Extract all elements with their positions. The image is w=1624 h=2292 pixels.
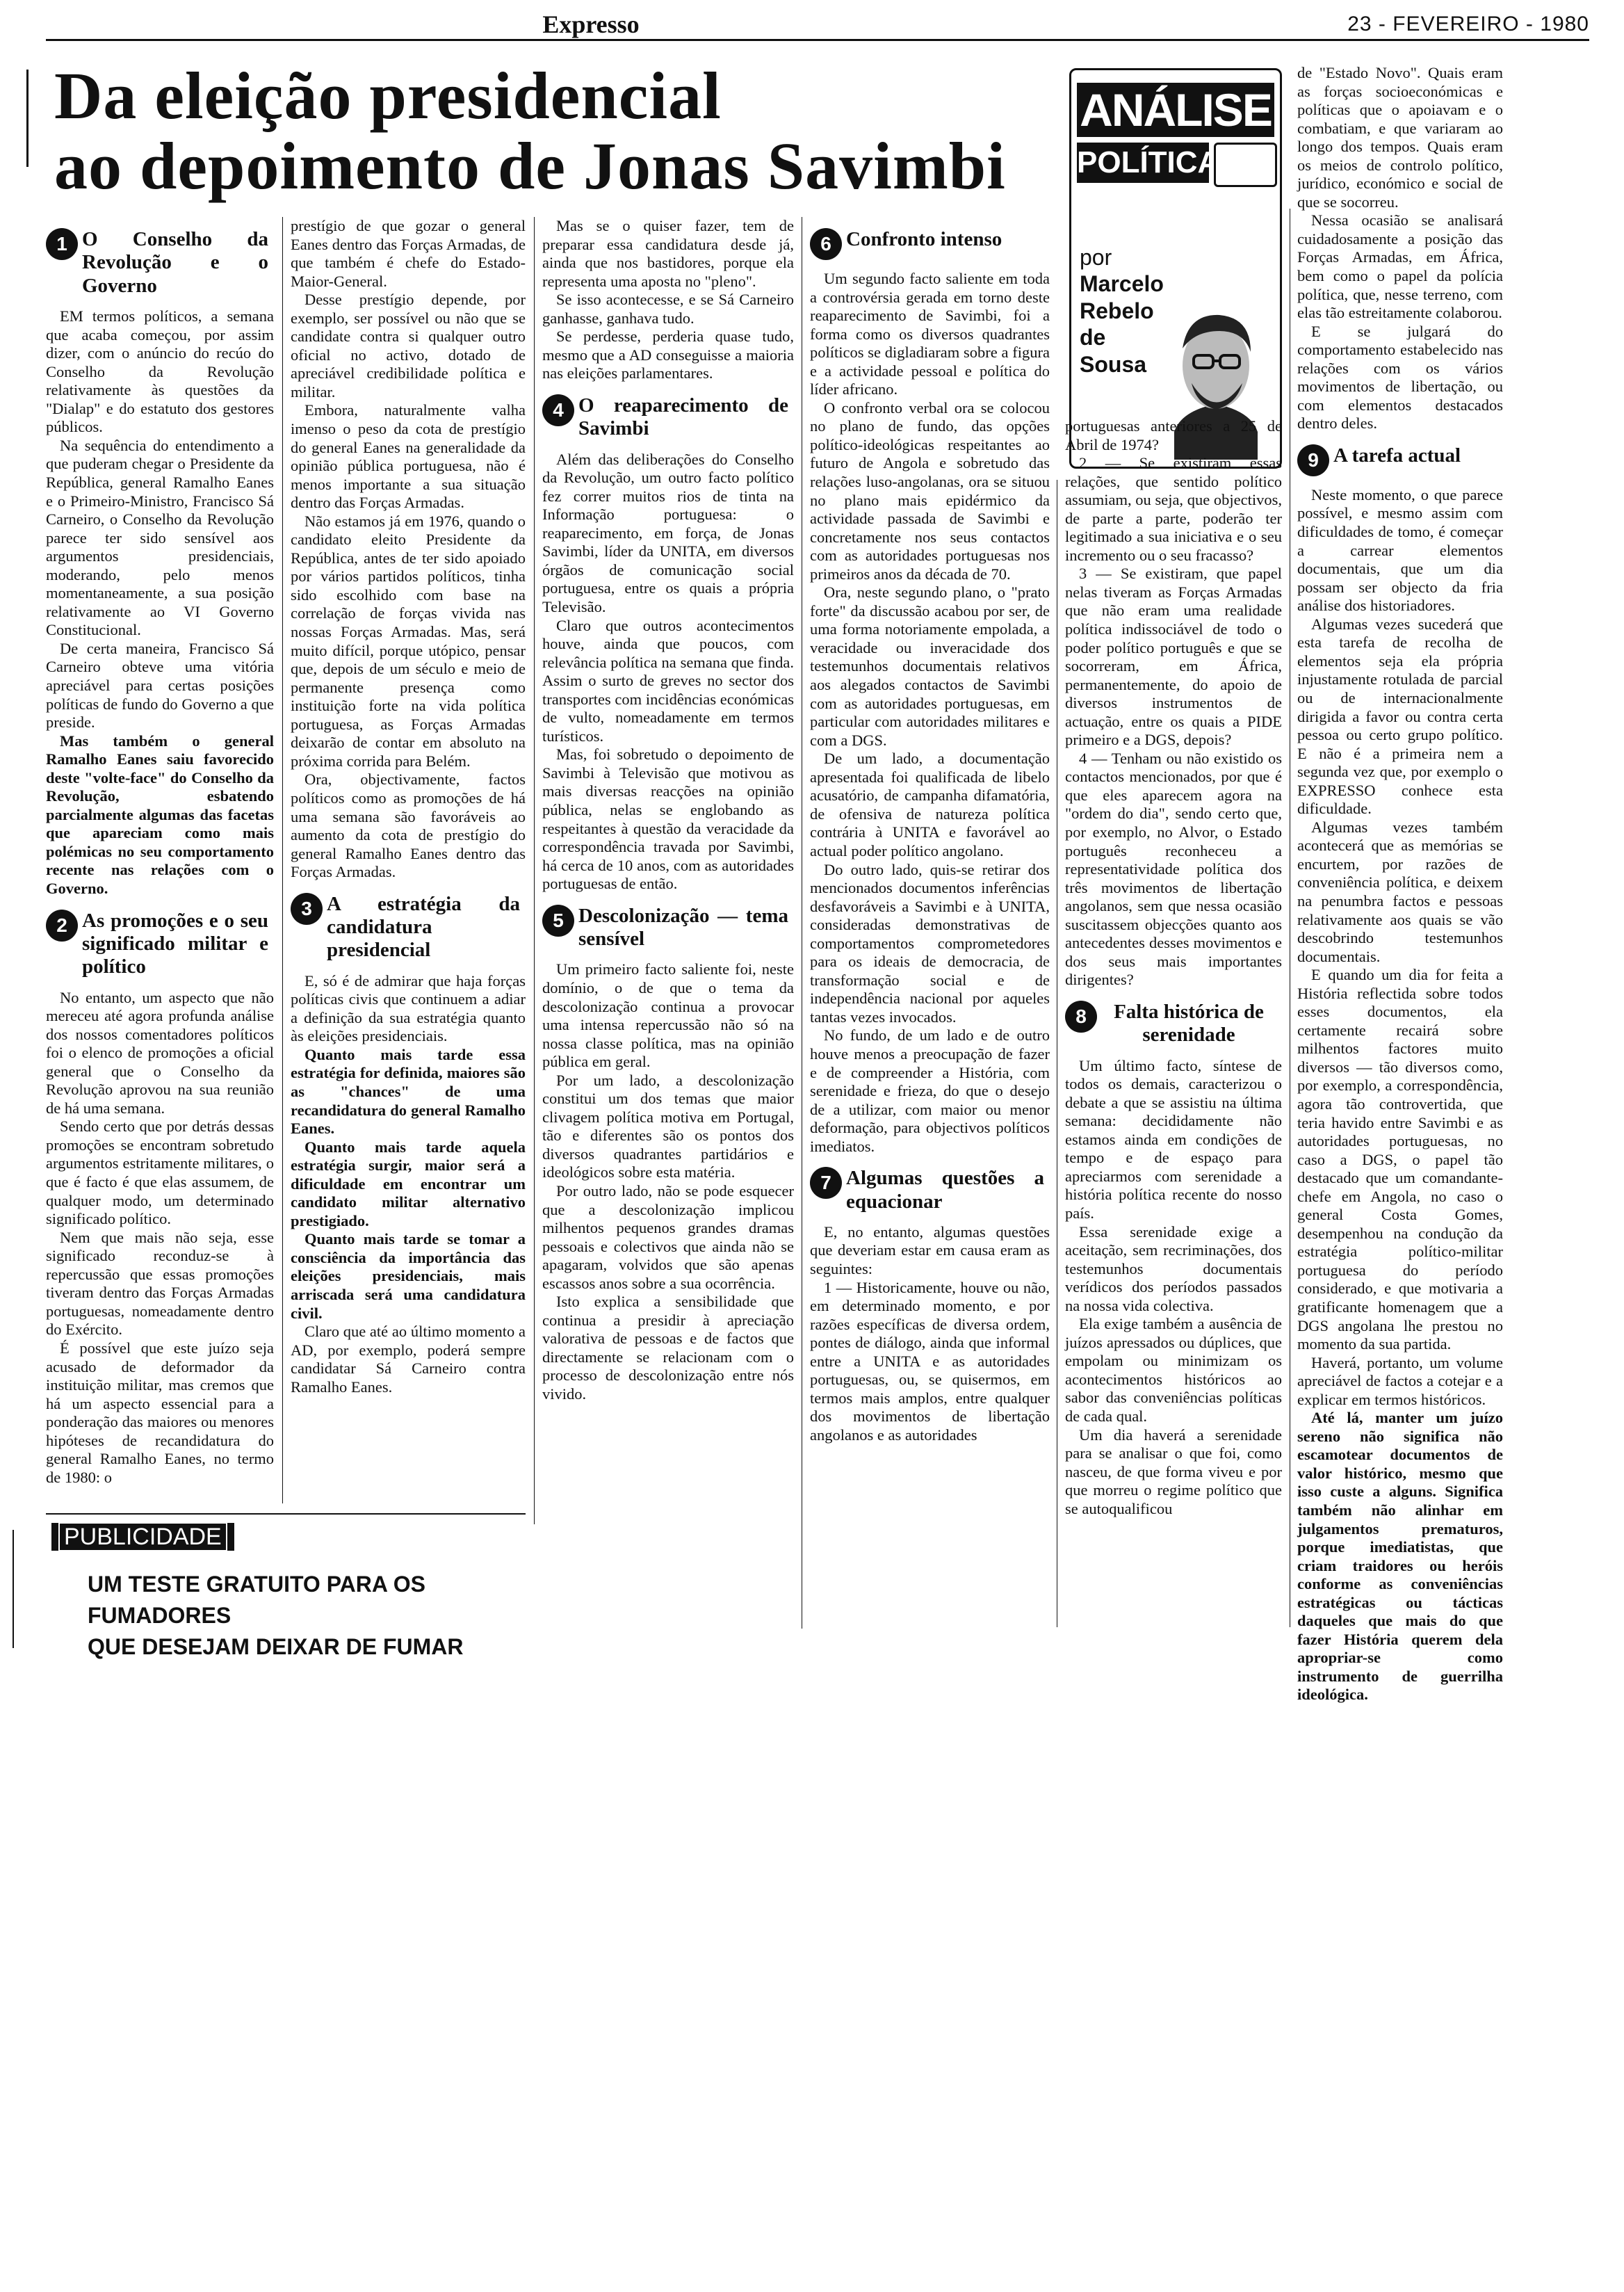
article-paragraph: Ela exige também a ausência de juízos apressados ou dúplices, que empolam ou minimizam os acontecimentos históricos ao sabor das conveniências políticas de cada qual. [1065, 1315, 1282, 1426]
article-paragraph: Neste momento, o que parece possível, e mesmo assim com dificuldades de tomo, é começar a carrear elementos documentais, que um dia possam ser objecto da fria análise dos historiadores. [1297, 485, 1503, 615]
article-paragraph: Mas, foi sobretudo o depoimento de Savimbi à Televisão que motivou as mais diversas reacções na opinião pública, nelas se englobando as respeitantes à questão da veracidade da correspondência travada por Savimbi, há cerca de 10 anos, com as autoridades portuguesas de então. [542, 745, 794, 893]
byline-line: Rebelo [1080, 298, 1154, 323]
section-heading [542, 905, 794, 951]
section-title: As promoções e o seu significado militar e político [82, 909, 268, 978]
section-number-badge: 8 [1065, 1001, 1097, 1033]
column-rule [534, 217, 535, 1524]
article-paragraph: E se julgará do comportamento estabelecido nas relações com os vários movimentos de libertação, ou com elementos destacados dentro deles. [1297, 322, 1503, 433]
section-number-badge: 7 [810, 1167, 842, 1199]
article-paragraph: Algumas vezes sucederá que esta tarefa de recolha de elementos seja ela própria injustamente rotulada de parcial ou de internacionalmente dirigida a favor ou contra certa pessoa ou certo grupo político. E não é a primeira nem a segunda vez que, por exemplo o EXPRESSO conhece esta dificuldade. [1297, 615, 1503, 818]
issue-date: 23 - FEVEREIRO - 1980 [1347, 13, 1589, 35]
article-paragraph: Ora, objectivamente, factos políticos como as promoções de há uma semana são favoráveis ao aumento da cota de prestígio do general Ramalho Eanes dentro das Forças Armadas. [291, 770, 526, 881]
analysis-badge [1069, 68, 1282, 469]
advertisement [46, 1513, 526, 1659]
section-heading [810, 1167, 1050, 1213]
ad-line-1: UM TESTE GRATUITO PARA OS FUMADORES [88, 1572, 425, 1628]
badge-word-analise: ANÁLISE [1077, 83, 1274, 137]
article-paragraph: Um primeiro facto saliente foi, neste domínio, o de que o tema da descolonização continua a provocar uma intensa repercussão não só na nossa classe política, mas na opinião pública em geral. [542, 960, 794, 1071]
article-paragraph: Além das deliberações do Conselho da Revolução, um outro facto político fez correr muitos rios de tinta na Informação portuguesa: o reaparecimento, em força, de Jonas Savimbi, líder da UNITA, em diversos órgãos de comunicação social portuguesa, entre os quais a própria Televisão. [542, 450, 794, 615]
section-title: Descolonização — tema sensível [578, 904, 788, 951]
article-paragraph: No fundo, de um lado e de outro houve menos a preocupação de fazer e de compreender a História, com serenidade e frieza, do que o desejo de a utilizar, com maior ou menor deformação, para objectivos políticos imediatos. [810, 1026, 1050, 1155]
section-heading [542, 394, 794, 441]
article-paragraph: É possível que este juízo seja acusado de deformador da instituição militar, mas cremos que há um aspecto essencial para a ponderação das maiores ou menores hipóteses de recandidatura do general Ramalho Eanes, no termo de 1980: o [46, 1339, 274, 1486]
section-heading [810, 228, 1050, 260]
section-number-badge: 2 [46, 910, 78, 942]
article-paragraph: E, só é de admirar que haja forças políticas civis que continuem a adiar a definição da sua estratégia quanto às eleições presidenciais. [291, 971, 526, 1045]
masthead [49, 10, 1589, 38]
section-number-badge: 1 [46, 228, 78, 260]
article-column-1 [46, 217, 274, 1487]
section-heading [46, 228, 274, 298]
article-paragraph: Quanto mais tarde se tomar a consciência da importância das eleições presidenciais, mais arriscada será uma candidatura civil. [291, 1230, 526, 1322]
article-paragraph: Claro que até ao último momento a AD, por exemplo, poderá sempre candidatar Sá Carneiro contra Ramalho Eanes. [291, 1323, 526, 1396]
section-number-badge: 5 [542, 905, 574, 937]
section-heading [291, 893, 526, 962]
article-paragraph: Por um lado, a descolonização constitui um dos temas que maior clivagem política motiva em Portugal, tão e diferentes são os pontos dos diversos quadrantes partidários e ideológicos sobre esta matéria. [542, 1071, 794, 1181]
article-paragraph: Um último facto, síntese de todos os demais, caracterizou o debate a que se assistiu na última semana: decididamente não estamos ainda em condições de tempo e de espaço para apreciarmos com serenidade a história política recente do nosso país. [1065, 1056, 1282, 1222]
puzzle-piece-icon [1214, 143, 1277, 187]
article-paragraph: Claro que outros acontecimentos houve, ainda que poucos, com relevância política na semana que finda. Assim o surto de greves no sector dos transportes com incidências económicas de vulto, nomeadamente em termos turísticos. [542, 616, 794, 745]
section-title: Algumas questões a equacionar [846, 1167, 1044, 1213]
article-paragraph: 3 — Se existiram, que papel nelas tiveram as Forças Armadas que não eram uma realidade política indissociável de todo o poder político português e que se socorreram, em África, permanentemente, do apoio de diversos instrumentos de actuação, entre os quais a PIDE primeiro e a DGS, depois? [1065, 565, 1282, 749]
article-paragraph: De um lado, a documentação apresentada foi qualificada de libelo acusatório, de campanha difamatória, de ofensiva de natureza política contrária à UNITA e favorável ao actual poder político angolano. [810, 750, 1050, 860]
article-paragraph: Haverá, portanto, um volume apreciável de factos a cotejar e a explicar em termos históricos. [1297, 1353, 1503, 1408]
article-paragraph: Embora, naturalmente valha imenso o peso da cota de prestígio do general Eanes na generalidade da opinião pública portuguesa, não é menos importante a sua situação dentro das Forças Armadas. [291, 401, 526, 512]
section-heading [46, 910, 274, 979]
article-paragraph: Sendo certo que por detrás dessas promoções se encontram sobretudo argumentos estritamente militares, o que é facto é que elas assumem, de qualquer modo, um determinado significado político. [46, 1117, 274, 1228]
byline-line: por [1080, 245, 1112, 270]
section-heading [1065, 1001, 1282, 1047]
masthead-rule [46, 39, 1589, 41]
section-number-badge: 4 [542, 394, 574, 426]
section-title: O reaparecimento de Savimbi [578, 394, 788, 440]
section-heading [1297, 444, 1503, 476]
article-paragraph: Ora, neste segundo plano, o "prato forte" da discussão acabou por ser, de uma forma notoriamente empolada, a veracidade ou inveracidade dos testemunhos documentais relativos aos alegados contactos de Savimbi com as autoridades portuguesas, em particular com autoridades militares e com a DGS. [810, 583, 1050, 749]
section-title: O Conselho da Revolução e o Governo [82, 228, 268, 297]
byline-line: Sousa [1080, 351, 1147, 377]
article-paragraph: Isto explica a sensibilidade que continua a presidir à apreciação valorativa de pessoas e de factos que directamente se relacionam com o processo de descolonização entre nós vivido. [542, 1293, 794, 1403]
article-paragraph: E quando um dia for feita a História reflectida sobre todos esses documentos, ela certamente recairá sobre milhentos factores muito diversos — tão diversos como, por exemplo, a correspondência, agora tão controvertida, que teria havido entre Savimbi e as autoridades portuguesas, no caso a DGS, o papel tão destacado que um comandante-chefe em Angola, no caso o general Costa Gomes, desempenhou na condução da estratégia político-militar portuguesa do período considerado, e que motivaria a gratificante homenagem que a DGS angolana lhe prestou no momento da sua partida. [1297, 966, 1503, 1353]
article-paragraph: Algumas vezes também acontecerá que as memórias se encurtem, por razões de conveniência política, e deixem na penumbra factos e pessoas relativamente aos quais se vão descobrindo testemunhos documentais. [1297, 818, 1503, 965]
article-paragraph: 4 — Tenham ou não existido os contactos mencionados, por que é que eles aparecem agora na "ordem do dia", sendo certo que, por exemplo, no Alvor, o Estado português reconheceu a representatividade política dos três movimentos de libertação angolanos, sem que nessa ocasião suscitassem objecções quanto aos antecedentes desses movimentos e dos seus mais importantes dirigentes? [1065, 749, 1282, 989]
article-paragraph: Não estamos já em 1976, quando o candidato eleito Presidente da República, antes de ter sido apoiado por vários partidos políticos, tinha sido escolhido com base na correlação de forças vivida nas nossas Forças Armadas. Mas, será muito difícil, porque utópico, pensar que, depois de um século e meio de permanente presença como instituição forte na vida política portuguesa, as Forças Armadas deixarão de contar em absoluto na próxima corrida para Belém. [291, 512, 526, 770]
author-byline [1080, 244, 1163, 378]
article-paragraph: Um segundo facto saliente em toda a controvérsia gerada em torno deste reaparecimento de Savimbi, foi a forma como os diversos quadrantes políticos se digladiaram sobre a figura e a actividade pessoal e política do líder africano. [810, 270, 1050, 398]
article-paragraph: O confronto verbal ora se colocou no plano de fundo, das opções político-ideológicas respeitantes ao futuro de Angola e sobretudo das relações luso-angolanas, ora se situou no plano mais epidérmico da actividade passada de Savimbi e concretamente nos seus contactos com as autoridades portuguesas nos primeiros anos da década de 70. [810, 398, 1050, 583]
section-number-badge: 9 [1297, 444, 1329, 476]
byline-line: de [1080, 325, 1106, 350]
article-paragraph: Do outro lado, quis-se retirar dos mencionados documentos inferências desfavoráveis a Savimbi e à UNITA, consideradas demonstrativas de comportamentos comprometedores para os ideais de democracia, de transformação social e de independência nacional por aqueles tantas vezes invocados. [810, 860, 1050, 1026]
article-paragraph: EM termos políticos, a semana que acaba começou, por assim dizer, com o anúncio do recúo do Conselho da Revolução relativamente às questões da "Dialap" e do estatuto dos gestores públicos. [46, 307, 274, 436]
article-paragraph: Quanto mais tarde essa estratégia for definida, maiores são as "chances" de uma recandidatura do general Ramalho Eanes. [291, 1045, 526, 1138]
article-paragraph: Nessa ocasião se analisará cuidadosamente a posição das Forças Armadas, em África, bem como o papel da polícia política, que, nesse terreno, com elas tão estreitamente colaborou. [1297, 211, 1503, 322]
article-column-2 [291, 217, 526, 1396]
article-paragraph: de "Estado Novo". Quais eram as forças socioeconómicas e políticas que o apoiavam e o combatiam, e que variaram ao longo dos tempos. Quais eram os meios de controlo político, jurídico, económico e social de que se socorreu. [1297, 64, 1503, 211]
headline-line-1: Da eleição presidencial [54, 58, 722, 133]
article-paragraph: Por outro lado, não se pode esquecer que a descolonização implicou milhentos pequenos grandes dramas pessoais e colectivos que ainda não se apagaram, volvidos que são apenas escassos anos sobre a sua ocorrência. [542, 1181, 794, 1292]
headline-line-2: ao depoimento de Jonas Savimbi [54, 128, 1006, 203]
article-paragraph: Quanto mais tarde aquela estratégia surgir, maior será a dificuldade em encontrar um candidato militar alternativo prestigiado. [291, 1138, 526, 1229]
article-paragraph: prestígio de que gozar o general Eanes dentro das Forças Armadas, de que também é chefe do Estado-Maior-General. [291, 217, 526, 290]
section-number-badge: 6 [810, 228, 842, 260]
article-column-4 [810, 217, 1050, 1445]
publication-name: Expresso [542, 10, 640, 38]
section-title: A tarefa actual [1333, 444, 1461, 467]
article-paragraph: Essa serenidade exige a aceitação, sem recriminações, dos testemunhos documentais verídicos dos períodos passados na nossa vida colectiva. [1065, 1222, 1282, 1314]
article-paragraph: Mas se o quiser fazer, tem de preparar essa candidatura desde já, ainda que nos bastidores, porque ela representa uma aposta no "pleno". [542, 217, 794, 290]
article-paragraph: portuguesas anteriores a 25 de Abril de 1974? [1065, 417, 1282, 453]
article-paragraph: Nem que mais não seja, esse significado reconduz-se à repercussão que essas promoções tiveram dentro das Forças Armadas portuguesas, nomeadamente dentro do Exército. [46, 1228, 274, 1339]
article-column-3 [542, 217, 794, 1404]
left-page-rule [13, 1530, 14, 1648]
advertisement-tag: PUBLICIDADE [51, 1523, 234, 1551]
article-paragraph: Se isso acontecesse, e se Sá Carneiro ganhasse, ganhava tudo. [542, 291, 794, 327]
headline [54, 58, 1028, 203]
byline-line: Marcelo [1080, 271, 1164, 297]
article-paragraph: De certa maneira, Francisco Sá Carneiro obteve uma vitória apreciável para certas posições políticas de fundo do Governo a que preside. [46, 639, 274, 732]
section-title: A estratégia da candidatura presidencial [327, 892, 520, 962]
article-paragraph: Mas também o general Ramalho Eanes saiu favorecido deste "volte-face" do Conselho da Revolução, esbatendo parcialmente algumas das facetas que apareciam como mais polémicas no seu comportamento recente nas relações com o Governo. [46, 732, 274, 897]
article-paragraph: Desse prestígio depende, por exemplo, ser possível ou não que se candidate contra si qualquer outro oficial no activo, dotado de apreciável credibilidade política e militar. [291, 291, 526, 401]
article-column-5 [1065, 417, 1282, 1518]
article-paragraph: E, no entanto, algumas questões que deveriam estar em causa eram as seguintes: [810, 1222, 1050, 1278]
article-paragraph: 1 — Historicamente, houve ou não, em determinado momento, e por razões específicas de diversa ordem, pontes de diálogo, ainda que informal entre a UNITA e as autoridades portuguesas, ou, se quisermos, em termos mais amplos, entre qualquer dos movimentos de libertação angolanos e as autoridades [810, 1278, 1050, 1444]
article-paragraph: Se perdesse, perderia quase tudo, mesmo que a AD conseguisse a maioria nas eleições parlamentares. [542, 328, 794, 382]
article-paragraph: No entanto, um aspecto que não mereceu até agora profunda análise dos nossos comentadores políticos foi o elenco de promoções a oficial general que o Conselho da Revolução aprovou na sua reunião de há uma semana. [46, 988, 274, 1117]
article-paragraph: 2 — Se existiram essas relações, que sentido político assumiam, ou seja, que objectivos, de parte a parte, poderão ter legitimado a sua iniciativa e o seu incremento ou o seu fracasso? [1065, 454, 1282, 564]
section-title: Confronto intenso [846, 228, 1002, 250]
advertisement-text [88, 1569, 526, 1662]
article-paragraph: Na sequência do entendimento a que puderam chegar o Presidente da República, general Ramalho Eanes e o Primeiro-Ministro, Francisco Sá Carneiro, o Conselho da Revolução parece ter sido sensível aos argumentos presidenciais, moderando, pelo menos momentaneamente, a sua posição relativamente ao VI Governo Constitucional. [46, 436, 274, 639]
left-margin-rule [26, 70, 29, 167]
article-column-6 [1297, 64, 1503, 1704]
section-title: Falta histórica de serenidade [1114, 1000, 1264, 1047]
ad-line-2: QUE DESEJAM DEIXAR DE FUMAR [88, 1633, 464, 1659]
article-paragraph: Até lá, manter um juízo sereno não significa não escamotear documentos de valor histórico, mesmo que isso custe a alguns. Significa também não alinhar em julgamentos prematuros, porque imediatistas, que criam traidores ou heróis conforme as conveniências estratégicas ou tácticas daqueles que mais do que fazer História querem dela apropriar-se como instrumento de guerrilha ideológica. [1297, 1409, 1503, 1704]
badge-word-politica: POLÍTICA [1077, 143, 1209, 183]
column-rule [282, 217, 283, 1503]
article-paragraph: Um dia haverá a serenidade para se analisar o que foi, como nasceu, de que forma viveu e por que morreu o regime político que se autoqualificou [1065, 1426, 1282, 1517]
section-number-badge: 3 [291, 893, 323, 925]
